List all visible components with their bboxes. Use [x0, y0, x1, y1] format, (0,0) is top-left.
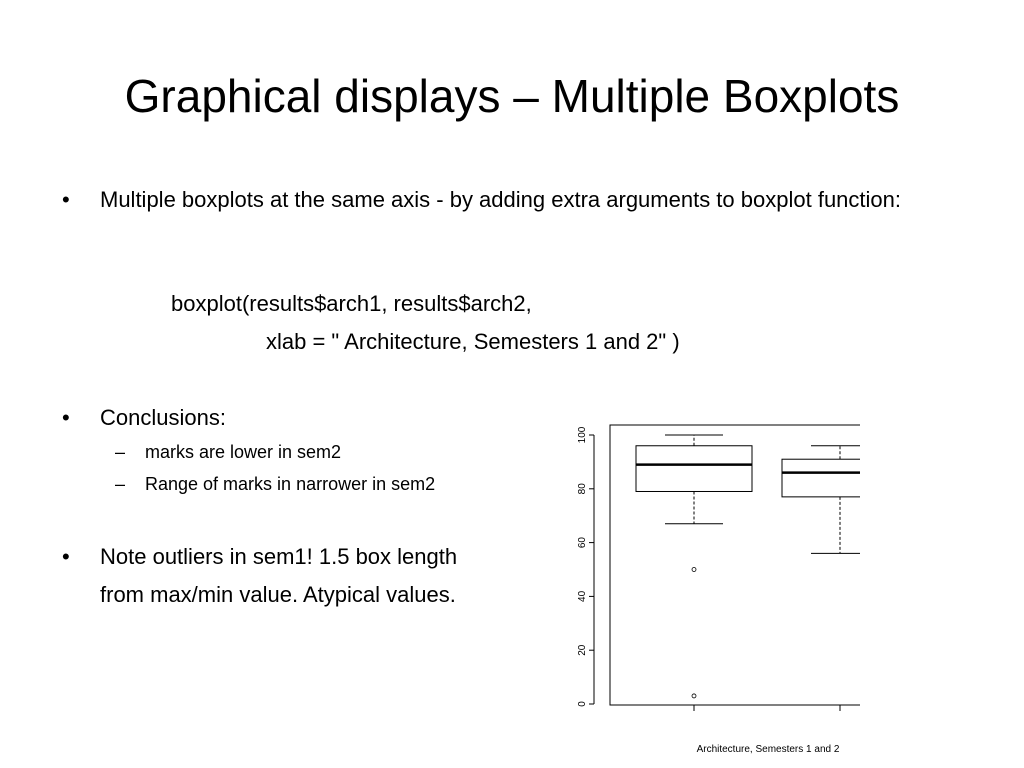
bullet-text-line1: Note outliers in sem1! 1.5 box length: [100, 544, 458, 569]
box: [636, 446, 752, 492]
conclusion-text: Range of marks in narrower in sem2: [145, 474, 436, 494]
outlier-point: [692, 568, 696, 572]
y-tick-label: 40: [577, 590, 588, 602]
x-axis-label: Architecture, Semesters 1 and 2: [696, 744, 840, 755]
bullet-symbol: •: [62, 544, 70, 569]
conclusion-item: [115, 440, 342, 464]
dash-symbol: –: [115, 442, 126, 462]
y-tick-label: 20: [577, 644, 588, 656]
bullet-multiple-boxplots: [62, 184, 980, 215]
y-tick-label: 0: [577, 701, 588, 707]
bullet-outliers-line2: from max/min value. Atypical values.: [100, 582, 456, 607]
bullet-symbol: •: [62, 187, 70, 212]
conclusion-item: [115, 472, 436, 496]
bullet-outliers: [62, 541, 458, 572]
bullet-text: Conclusions:: [100, 405, 226, 430]
conclusion-text: marks are lower in sem2: [145, 442, 342, 462]
y-tick-label: 60: [577, 537, 588, 549]
code-line-1: boxplot(results$arch1, results$arch2,: [171, 291, 532, 316]
bullet-text: Multiple boxplots at the same axis - by adding extra arguments to boxplot function:: [100, 187, 901, 212]
box: [782, 459, 860, 497]
dash-symbol: –: [115, 474, 126, 494]
y-tick-label: 80: [577, 483, 588, 495]
boxplot-chart: [560, 408, 860, 763]
bullet-symbol: •: [62, 405, 70, 430]
y-tick-label: 100: [577, 426, 588, 444]
slide-title: Graphical displays – Multiple Boxplots: [124, 70, 900, 122]
code-line-2: xlab = " Architecture, Semesters 1 and 2" ): [266, 329, 680, 354]
outlier-point: [692, 694, 696, 698]
bullet-conclusions: [62, 402, 226, 433]
